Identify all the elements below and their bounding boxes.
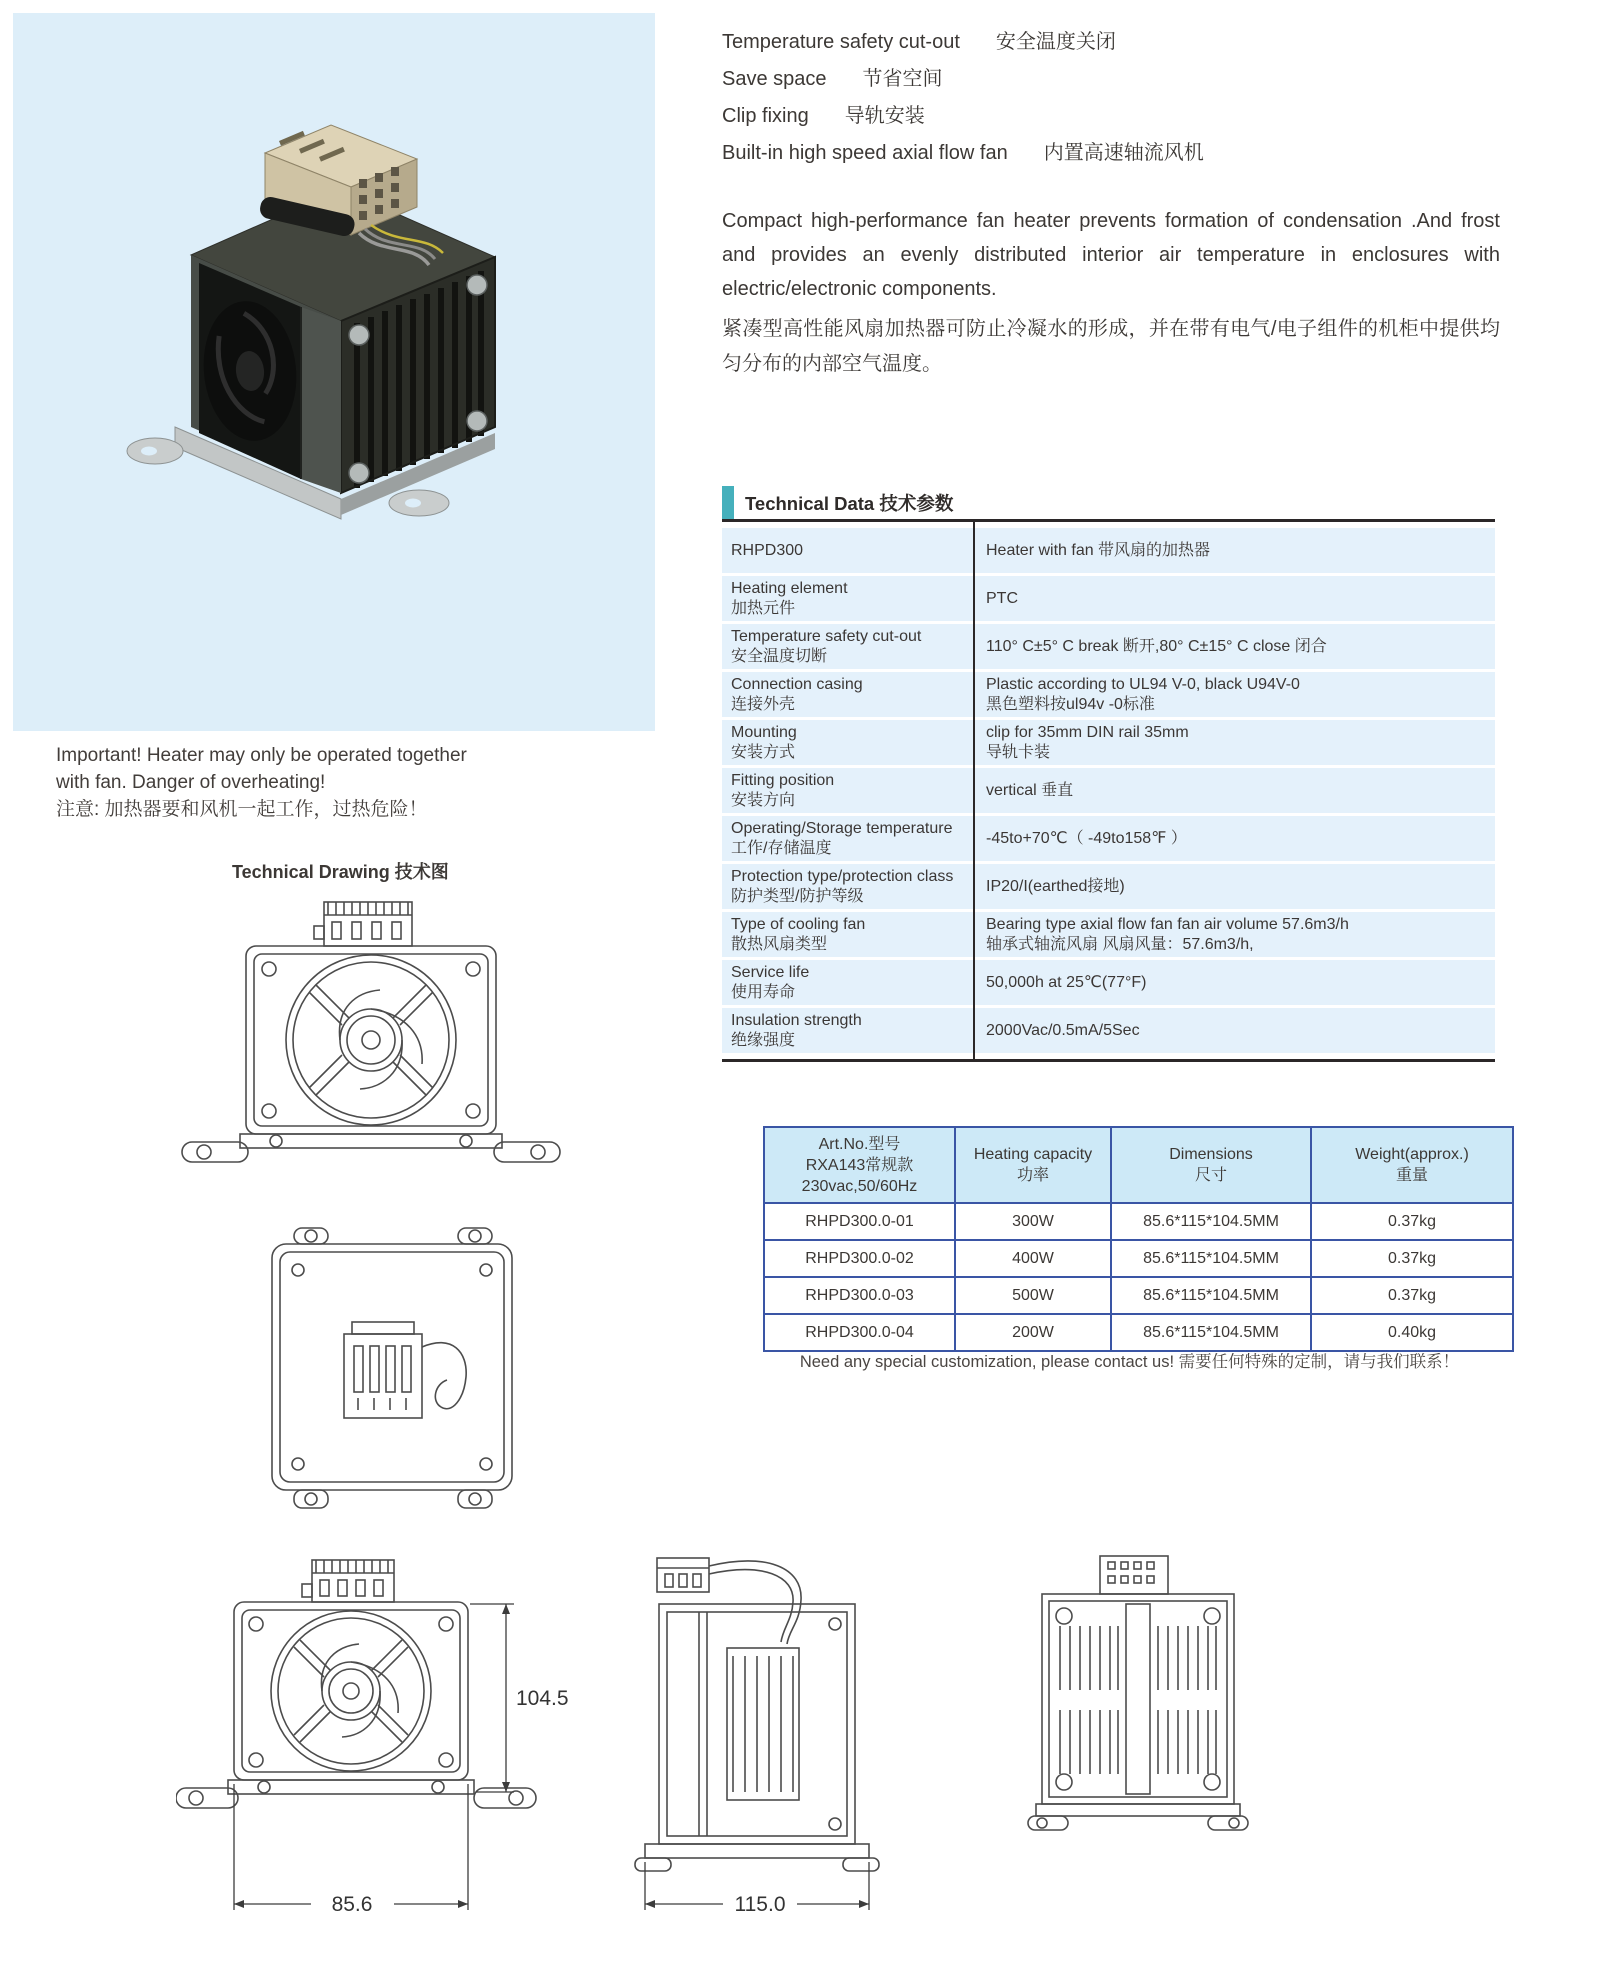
product-row <box>764 1314 1513 1351</box>
cell-capacity: 200W <box>955 1314 1111 1351</box>
spec-label-zh: 加热元件 <box>731 599 796 617</box>
technical-data-table <box>722 519 1495 1062</box>
table-row <box>722 624 1495 669</box>
warning-line: with fan. Danger of overheating! <box>56 772 326 793</box>
drawing-side-view <box>615 1552 915 1930</box>
feature-en: Temperature safety cut-out <box>722 31 960 53</box>
warning-line-zh: 注意: 加热器要和风机一起工作，过热危险！ <box>56 799 428 820</box>
spec-value: IP20/I(earthed接地) <box>986 877 1125 895</box>
spec-label: Protection type/protection class <box>731 867 954 885</box>
spec-label-zh: 安全温度切断 <box>731 647 828 665</box>
product-table <box>763 1126 1514 1352</box>
cell-artno: RHPD300.0-02 <box>764 1240 955 1277</box>
product-photo <box>113 83 563 533</box>
spec-value: Heater with fan 带风扇的加热器 <box>986 541 1211 559</box>
spec-label-zh: 使用寿命 <box>731 983 796 1001</box>
feature-zh: 导轨安装 <box>844 105 925 127</box>
spec-value: -45to+70℃（ -49to158℉ ） <box>986 829 1187 847</box>
table-row <box>722 912 1495 957</box>
feature-en: Built-in high speed axial flow fan <box>722 142 1008 164</box>
spec-label-zh: 安装方向 <box>731 791 796 809</box>
table-row <box>722 816 1495 861</box>
spec-label-zh: 散热风扇类型 <box>731 935 828 953</box>
spec-label-zh: 连接外壳 <box>731 695 796 713</box>
technical-drawing-label: Technical Drawing 技术图 <box>232 862 449 882</box>
table-row <box>722 672 1495 717</box>
cell-capacity: 400W <box>955 1240 1111 1277</box>
product-row <box>764 1277 1513 1314</box>
product-table-header-row <box>764 1127 1513 1203</box>
spec-label-zh: 绝缘强度 <box>731 1031 796 1049</box>
feature-zh: 内置高速轴流风机 <box>1043 142 1204 164</box>
feature-item <box>722 61 1204 98</box>
spec-value: vertical 垂直 <box>986 781 1074 799</box>
spec-label: RHPD300 <box>731 541 804 559</box>
technical-data-title: Technical Data 技术参数 <box>745 492 954 514</box>
drawing-front-view-dimensioned <box>176 1558 576 1930</box>
dimension-depth: 115.0 <box>734 1893 786 1916</box>
drawing-grille-view <box>1020 1552 1260 1844</box>
spec-value: clip for 35mm DIN rail 35mm <box>986 723 1189 741</box>
feature-item <box>722 24 1204 61</box>
drawing-rear-view <box>214 1222 569 1527</box>
product-row <box>764 1240 1513 1277</box>
cell-dimensions: 85.6*115*104.5MM <box>1111 1314 1311 1351</box>
header-dimensions: Dimensions 尺寸 <box>1111 1127 1311 1203</box>
cell-dimensions: 85.6*115*104.5MM <box>1111 1203 1311 1240</box>
dimension-height: 104.5 <box>516 1687 569 1710</box>
cell-weight: 0.40kg <box>1311 1314 1513 1351</box>
drawing-front-view <box>176 896 566 1188</box>
cell-dimensions: 85.6*115*104.5MM <box>1111 1277 1311 1314</box>
header-weight: Weight(approx.) 重量 <box>1311 1127 1513 1203</box>
product-description <box>722 204 1500 388</box>
warning-line: Important! Heater may only be operated together <box>56 745 467 766</box>
customization-note: Need any special customization, please contact us! 需要任何特殊的定制，请与我们联系！ <box>799 1353 1460 1371</box>
feature-en: Clip fixing <box>722 105 809 127</box>
spec-label: Fitting position <box>731 771 835 789</box>
warning-note <box>56 742 467 823</box>
spec-label-zh: 防护类型/防护等级 <box>731 887 864 905</box>
table-row <box>722 576 1495 621</box>
cell-capacity: 300W <box>955 1203 1111 1240</box>
spec-value: PTC <box>986 589 1018 607</box>
table-row <box>722 768 1495 813</box>
spec-label: Insulation strength <box>731 1011 862 1029</box>
spec-label-zh: 工作/存储温度 <box>731 839 832 857</box>
cell-artno: RHPD300.0-01 <box>764 1203 955 1240</box>
table-row <box>722 1008 1495 1053</box>
table-column-divider <box>973 522 975 1059</box>
spec-value: 2000Vac/0.5mA/5Sec <box>986 1021 1140 1039</box>
spec-label: Operating/Storage temperature <box>731 819 953 837</box>
cell-artno: RHPD300.0-04 <box>764 1314 955 1351</box>
spec-value: Plastic according to UL94 V-0, black U94V-0 <box>986 675 1300 693</box>
spec-label: Heating element <box>731 579 848 597</box>
feature-list <box>722 24 1204 172</box>
cell-capacity: 500W <box>955 1277 1111 1314</box>
cell-weight: 0.37kg <box>1311 1277 1513 1314</box>
feature-item <box>722 98 1204 135</box>
spec-label-zh: 安装方式 <box>731 743 796 761</box>
product-photo-panel <box>13 13 655 731</box>
table-row <box>722 528 1495 573</box>
accent-bar <box>722 486 734 519</box>
spec-value: Bearing type axial flow fan fan air volume 57.6m3/h <box>986 915 1349 933</box>
description-en: Compact high-performance fan heater prevents formation of condensation .And frost and provides an evenly distributed interior air temperature in enclosures with electric/electronic components. <box>722 210 1500 300</box>
product-row <box>764 1203 1513 1240</box>
table-row <box>722 960 1495 1005</box>
feature-en: Save space <box>722 68 827 90</box>
description-zh: 紧凑型高性能风扇加热器可防止冷凝水的形成，并在带有电气/电子组件的机柜中提供均匀分布的内部空气温度。 <box>722 318 1500 375</box>
dimension-width: 85.6 <box>331 1893 373 1916</box>
cell-artno: RHPD300.0-03 <box>764 1277 955 1314</box>
cell-dimensions: 85.6*115*104.5MM <box>1111 1240 1311 1277</box>
cell-weight: 0.37kg <box>1311 1203 1513 1240</box>
spec-value-zh: 导轨卡装 <box>986 743 1051 761</box>
spec-value: 50,000h at 25℃(77°F) <box>986 973 1147 991</box>
spec-label: Type of cooling fan <box>731 915 866 933</box>
feature-item <box>722 135 1204 172</box>
spec-value-zh: 黑色塑料按ul94v -0标准 <box>986 695 1155 713</box>
table-row <box>722 864 1495 909</box>
technical-data-header <box>722 486 953 519</box>
spec-value-zh: 轴承式轴流风扇 风扇风量：57.6m3/h, <box>986 935 1254 953</box>
spec-label: Service life <box>731 963 810 981</box>
spec-value: 110° C±5° C break 断开,80° C±15° C close 闭合 <box>986 637 1327 655</box>
table-row <box>722 720 1495 765</box>
spec-label: Temperature safety cut-out <box>731 627 922 645</box>
feature-zh: 安全温度关闭 <box>995 31 1116 53</box>
feature-zh: 节省空间 <box>862 68 943 90</box>
header-artno: Art.No.型号 RXA143常规款 230vac,50/60Hz <box>764 1127 955 1203</box>
header-heating-capacity: Heating capacity 功率 <box>955 1127 1111 1203</box>
spec-label: Connection casing <box>731 675 863 693</box>
spec-label: Mounting <box>731 723 797 741</box>
cell-weight: 0.37kg <box>1311 1240 1513 1277</box>
